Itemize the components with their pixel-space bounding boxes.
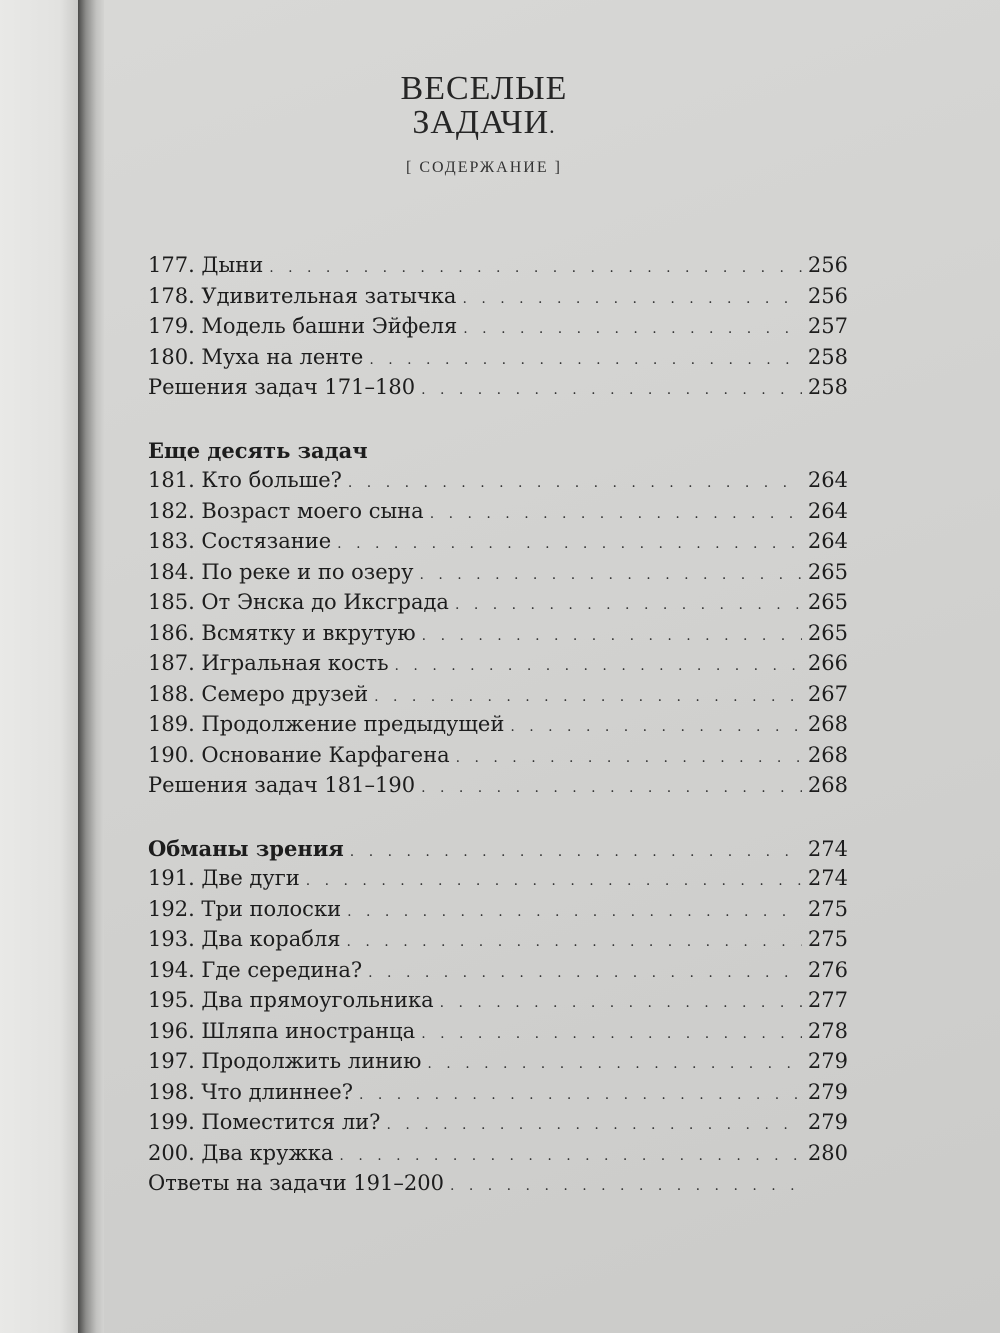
toc-entry: [148, 712, 848, 743]
book-title: ВЕСЕЛЫЕ ЗАДАЧИ.: [400, 70, 568, 141]
toc-entry: [148, 1110, 848, 1141]
dot-leader: [337, 536, 802, 552]
dot-leader: [456, 750, 802, 766]
toc-entry: [148, 560, 848, 591]
toc-entry: [148, 468, 848, 499]
section-gap: [148, 804, 848, 836]
toc-entry: [148, 499, 848, 530]
toc-entry: [148, 529, 848, 560]
dot-leader: [348, 475, 802, 491]
dot-leader: [462, 291, 801, 307]
toc-entry: [148, 651, 848, 682]
toc-page-number: 264: [807, 468, 848, 492]
toc-entry-title: 198. Что длиннее?: [148, 1079, 353, 1104]
book-title-line2: ЗАДАЧИ: [412, 104, 550, 141]
dot-leader: [440, 995, 802, 1011]
toc-entry-title: 187. Игральная кость: [148, 651, 389, 675]
toc-page-number: 279: [807, 1110, 848, 1134]
dot-leader: [306, 873, 802, 889]
toc-entry-title: 195. Два прямоугольника: [148, 988, 434, 1012]
dot-leader: [430, 506, 802, 522]
toc-page-number: 265: [807, 620, 848, 645]
toc-entry-title: 179. Модель башни Эйфеля: [148, 314, 458, 338]
dot-leader: [368, 965, 802, 981]
book-title-line1: ВЕСЕЛЫЕ: [400, 70, 568, 107]
dot-leader: [421, 780, 802, 796]
toc-page-number: 274: [807, 866, 848, 890]
toc-entry-title: 177. Дыни: [148, 253, 264, 277]
toc-entry-title: Обманы зрения: [148, 835, 344, 861]
toc-entry: [148, 314, 848, 345]
toc-entry-title: 191. Две дуги: [148, 866, 300, 890]
toc-page-number: 279: [807, 1049, 848, 1073]
toc-page-number: 267: [807, 681, 848, 706]
toc-entry-title: Решения задач 171–180: [148, 375, 416, 399]
toc-entry: [148, 773, 848, 804]
dot-leader: [359, 1087, 802, 1103]
toc-entry: [148, 284, 848, 315]
dot-leader: [386, 1117, 801, 1133]
toc-section-heading: [148, 836, 848, 867]
dot-leader: [427, 1056, 802, 1072]
toc-entry: [148, 590, 848, 621]
dot-leader: [347, 934, 802, 950]
toc-entry: [148, 1049, 848, 1080]
dot-leader: [419, 567, 801, 583]
toc-entry: [148, 743, 848, 774]
toc-entry-title: 192. Три полоски: [148, 896, 342, 921]
toc-entry-title: 200. Два кружка: [148, 1140, 334, 1165]
page-header: [104, 72, 864, 177]
toc-entry: [148, 866, 848, 897]
toc-page-number: 276: [807, 957, 848, 982]
table-of-contents: [148, 253, 848, 1202]
toc-entry-title: 182. Возраст моего сына: [148, 498, 424, 523]
book-gutter: [78, 0, 104, 1333]
dot-leader: [510, 719, 802, 735]
toc-entry: [148, 682, 848, 713]
toc-entry-title: 193. Два корабля: [148, 927, 341, 951]
dot-leader: [369, 352, 802, 368]
toc-entry: [148, 1080, 848, 1111]
toc-entry-title: 184. По реке и по озеру: [148, 559, 414, 584]
toc-page-number: 258: [807, 344, 848, 369]
toc-page-number: 256: [807, 283, 848, 308]
toc-entry-title: 181. Кто больше?: [148, 468, 342, 492]
dot-leader: [350, 844, 802, 860]
adjacent-page: [0, 0, 80, 1333]
toc-page-number: 258: [807, 375, 848, 399]
toc-entry-title: Ответы на задачи 191–200: [148, 1171, 444, 1195]
toc-entry-title: 183. Состязание: [148, 529, 332, 553]
dot-leader: [450, 1178, 802, 1194]
dot-leader: [374, 689, 802, 705]
toc-page-number: 265: [807, 559, 848, 584]
contents-subtitle: [ СОДЕРЖАНИЕ ]: [406, 159, 562, 176]
toc-page-number: 280: [807, 1140, 848, 1165]
toc-page-number: 264: [807, 529, 848, 553]
dot-leader: [395, 658, 802, 674]
section-gap: [148, 406, 848, 438]
toc-entry: [148, 927, 848, 958]
toc-entry-title: 178. Удивительная затычка: [148, 283, 457, 308]
toc-entry-title: 194. Где середина?: [148, 957, 363, 982]
toc-entry-title: 188. Семеро друзей: [148, 681, 369, 706]
dot-leader: [269, 260, 802, 276]
dot-leader: [421, 382, 802, 398]
dot-leader: [339, 1148, 801, 1164]
toc-page-number: 278: [807, 1018, 848, 1043]
toc-entry: [148, 1141, 848, 1172]
toc-page-number: 279: [807, 1079, 848, 1104]
dot-leader: [455, 597, 802, 613]
toc-entry: [148, 375, 848, 406]
dot-leader: [347, 904, 802, 920]
toc-entry: [148, 988, 848, 1019]
toc-entry: [148, 345, 848, 376]
toc-entry: [148, 253, 848, 284]
toc-entry-title: Решения задач 181–190: [148, 773, 416, 797]
toc-entry-title: 189. Продолжение предыдущей: [148, 712, 505, 736]
toc-page-number: 266: [807, 651, 848, 675]
toc-entry-title: 196. Шляпа иностранца: [148, 1018, 416, 1043]
dot-leader: [422, 628, 802, 644]
toc-entry-title: 186. Всмятку и вкрутую: [148, 620, 416, 645]
dot-leader: [463, 321, 802, 337]
toc-entry: [148, 621, 848, 652]
toc-entry-title: 180. Муха на ленте: [148, 344, 364, 369]
toc-page-number: 275: [807, 927, 848, 951]
toc-entry-title: 190. Основание Карфагена: [148, 742, 450, 767]
toc-entry-title: 185. От Энска до Иксграда: [148, 590, 449, 614]
toc-entry-title: 197. Продолжить линию: [148, 1049, 422, 1073]
toc-page-number: 257: [807, 314, 848, 338]
toc-page-number: 274: [807, 836, 848, 861]
toc-entry-title: 199. Поместится ли?: [148, 1110, 381, 1134]
toc-entry: [148, 1171, 848, 1202]
toc-entry: [148, 1019, 848, 1050]
toc-entry: [148, 958, 848, 989]
toc-entry-title: Еще десять задач: [148, 437, 368, 463]
dot-leader: [421, 1026, 802, 1042]
toc-page-number: 275: [807, 896, 848, 921]
toc-page-number: 264: [807, 498, 848, 523]
toc-section-heading: [148, 438, 848, 469]
toc-page-number: 268: [807, 742, 848, 767]
toc-entry: [148, 897, 848, 928]
toc-page-number: 268: [807, 773, 848, 797]
toc-page-number: 268: [807, 712, 848, 736]
toc-page-number: 277: [807, 988, 848, 1012]
toc-page-number: 265: [807, 590, 848, 614]
toc-page-number: 256: [807, 253, 848, 277]
